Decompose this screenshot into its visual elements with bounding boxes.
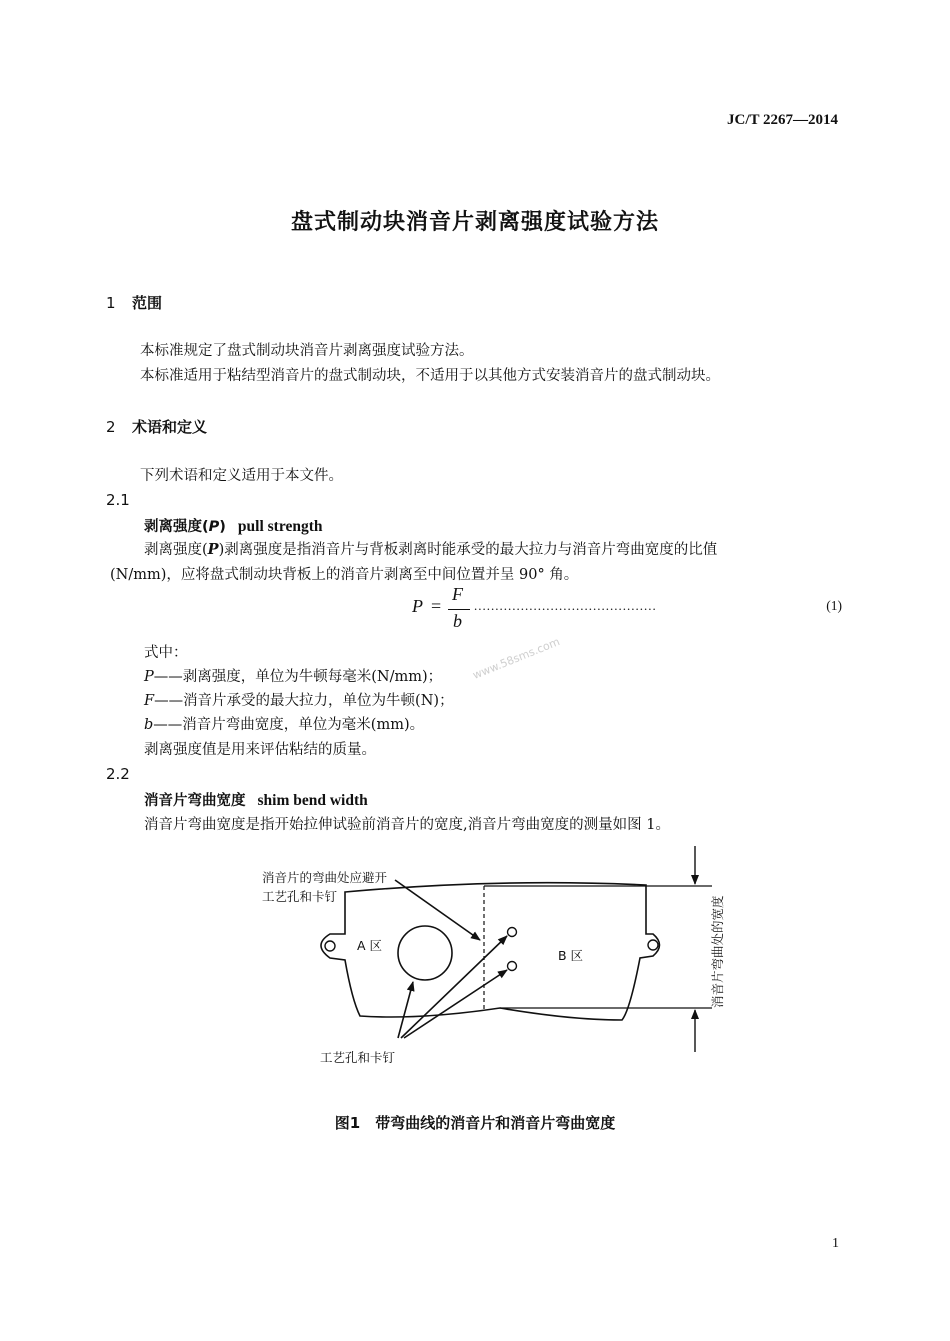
figure-label-top: 消音片的弯曲处应避开 <box>262 870 388 885</box>
clause-number: 2.1 <box>106 491 130 509</box>
def-text: )剥离强度是指消音片与背板剥离时能承受的最大拉力与消音片弯曲宽度的比值 <box>218 542 718 558</box>
watermark: www.58sms.com <box>470 635 562 682</box>
paragraph: 剥离强度值是用来评估粘结的质量。 <box>144 742 376 758</box>
variable-desc: ——消音片弯曲宽度，单位为毫米(mm)。 <box>153 717 425 733</box>
formula-number: (1) <box>826 598 842 613</box>
paragraph: 本标准规定了盘式制动块消音片剥离强度试验方法。 <box>140 343 474 359</box>
callout-arrow <box>401 936 507 1038</box>
mounting-hole <box>648 940 658 950</box>
definition-line: (N/mm)，应将盘式制动块背板上的消音片剥离至中间位置并呈 90° 角。 <box>110 567 579 583</box>
variable-desc: ——消音片承受的最大拉力，单位为牛顿(N)； <box>154 693 454 709</box>
callout-arrow <box>395 880 480 940</box>
figure-label-top: 工艺孔和卡钉 <box>262 889 338 904</box>
width-label: 消音片弯曲处的宽度 <box>710 895 725 1008</box>
paragraph: 本标准适用于粘结型消音片的盘式制动块，不适用于以其他方式安装消音片的盘式制动块。 <box>140 368 720 384</box>
section-title: 范围 <box>132 294 163 312</box>
term-cn: 剥离强度( <box>144 519 209 535</box>
formula-equals: = <box>431 596 442 616</box>
definition-line: 消音片弯曲宽度是指开始拉伸试验前消音片的宽度,消音片弯曲宽度的测量如图 1。 <box>144 817 670 833</box>
variable-symbol: F <box>144 693 155 709</box>
variable-symbol: P <box>144 669 154 685</box>
formula-lhs: P <box>412 596 423 616</box>
process-hole <box>398 926 452 980</box>
mounting-hole <box>325 941 335 951</box>
zone-a-label: A 区 <box>357 938 383 953</box>
document-title: 盘式制动块消音片剥离强度试验方法 <box>290 210 659 235</box>
section-number: 2 <box>106 418 116 436</box>
def-text: 剥离强度( <box>144 542 208 558</box>
def-symbol: P <box>207 541 219 558</box>
term-cn: 消音片弯曲宽度 <box>144 793 246 809</box>
leader-dots: ........................................... <box>474 598 657 613</box>
section-title: 术语和定义 <box>132 418 208 436</box>
zone-b-label: B 区 <box>558 948 584 963</box>
rivet <box>508 928 517 937</box>
term-en: pull strength <box>237 518 323 535</box>
formula-denominator: b <box>453 611 462 631</box>
term-cn: ) <box>219 519 226 535</box>
rivet <box>508 962 517 971</box>
variable-symbol: b <box>144 717 154 733</box>
where-label: 式中： <box>144 645 188 661</box>
standard-code: JC/T 2267—2014 <box>727 112 838 128</box>
section-number: 1 <box>106 294 116 312</box>
clause-number: 2.2 <box>106 765 130 783</box>
figure-caption: 图1 带弯曲线的消音片和消音片弯曲宽度 <box>334 1114 616 1132</box>
page-number: 1 <box>832 1236 839 1251</box>
figure-label-bottom: 工艺孔和卡钉 <box>320 1050 396 1065</box>
term-symbol: P <box>208 519 220 535</box>
paragraph: 下列术语和定义适用于本文件。 <box>140 468 343 484</box>
variable-desc: ——剥离强度，单位为牛顿每毫米(N/mm)； <box>153 669 443 685</box>
term-en: shim bend width <box>257 792 368 809</box>
formula-numerator: F <box>452 584 463 604</box>
